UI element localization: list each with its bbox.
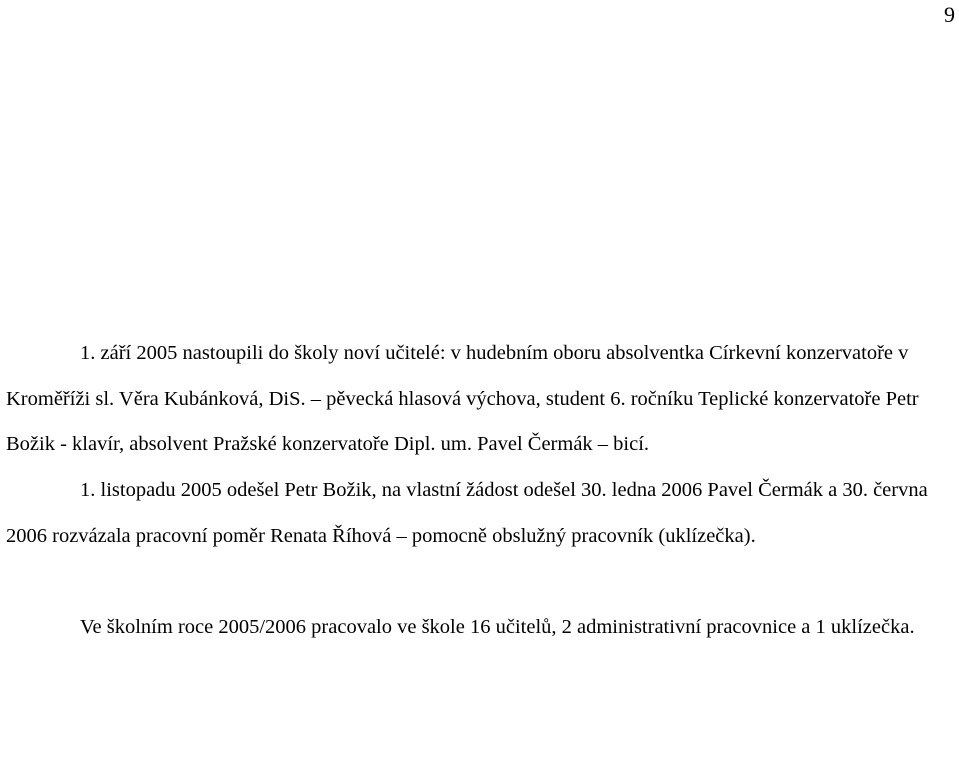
paragraph-departures: 1. listopadu 2005 odešel Petr Božik, na vlastní žádost odešel 30. ledna 2006 Pavel Čermák a 30. června 2006 rozvázala pracovní poměr Renata Říhová – pomocně obslužný pracovník (uklízečka). xyxy=(6,479,928,547)
paragraph-staff-summary: Ve školním roce 2005/2006 pracovalo ve škole 16 učitelů, 2 administrativní pracovnice a 1 uklízečka. xyxy=(80,616,915,639)
paragraph-spacer xyxy=(6,560,956,606)
paragraph-new-teachers: 1. září 2005 nastoupili do školy noví učitelé: v hudebním oboru absolventka Církevní konzervatoře v Kroměříži sl. Věra Kubánková, DiS. – pěvecká hlasová výchova, student 6. ročníku Teplické konzervatoře Petr Božik - klavír, absolvent Pražské konzervatoře Dipl. um. Pavel Čermák – bicí. xyxy=(6,342,919,456)
page-number: 9 xyxy=(944,2,955,27)
document-body xyxy=(6,331,956,651)
